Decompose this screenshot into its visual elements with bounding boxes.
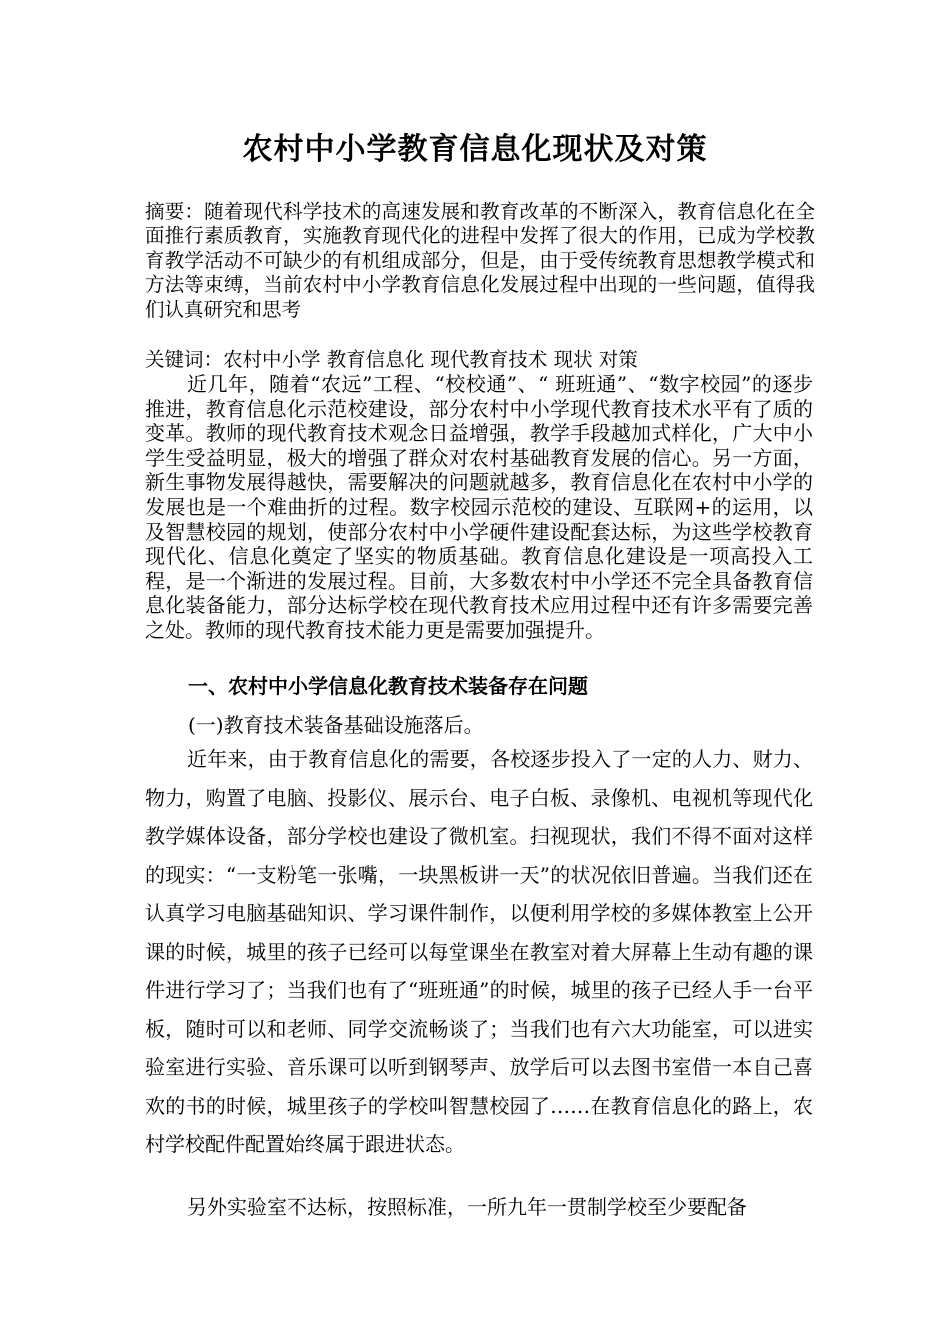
keywords-line: 关键词：农村中小学 教育信息化 现代教育技术 现状 对策 [145,348,638,371]
section-heading: 一、农村中小学信息化教育技术装备存在问题 [188,674,588,698]
document-title: 农村中小学教育信息化现状及对策 [242,132,708,167]
subsection-heading: (一)教育技术装备基础设施落后。 [188,713,484,737]
abstract-paragraph: 摘要：随着现代科学技术的高速发展和教育改革的不断深入，教育信息化在全面推行素质教育，实施教育现代化的进程中发挥了很大的作用，已成为学校教育教学活动不可缺少的有机组成部分，但是，由于受传统教育思想教学模式和方法等束缚，当前农村中小学教育信息化发展过程中出现的一些问题，值得我们认真研究和思考 [145,200,815,321]
body-paragraph: 近年来，由于教育信息化的需要，各校逐步投入了一定的人力、财力、物力，购置了电脑、投影仪、展示台、电子白板、录像机、电视机等现代化教学媒体设备，部分学校也建设了微机室。扫视现状，我们不得不面对这样的现实：“一支粉笔一张嘴，一块黑板讲一天”的状况依旧普遍。当我们还在认真学习电脑基础知识、学习课件制作，以便利用学校的多媒体教室上公开课的时候，城里的孩子已经可以每堂课坐在教室对着大屏幕上生动有趣的课件进行学习了；当我们也有了“班班通”的时候，城里的孩子已经人手一台平板，随时可以和老师、同学交流畅谈了；当我们也有六大功能室，可以进实验室进行实验、音乐课可以听到钢琴声、放学后可以去图书室借一本自己喜欢的书的时候，城里孩子的学校叫智慧校园了……在教育信息化的路上，农村学校配件配置始终属于跟进状态。 [145,747,813,1156]
intro-paragraph: 近几年，随着“农远”工程、“校校通”、“ 班班通”、“数字校园”的逐步推进，教育信息化示范校建设，部分农村中小学现代教育技术水平有了质的变革。教师的现代教育技术观念日益增强，教学手段越加式样化，广大中小学生受益明显，极大的增强了群众对农村基础教育发展的信心。另一方面，新生事物发展得越快，需要解决的问题就越多，教育信息化在农村中小学的发展也是一个难曲折的过程。数字校园示范校的建设、互联网+的运用，以及智慧校园的规划，使部分农村中小学硬件建设配套达标，为这些学校教育现代化、信息化奠定了坚实的物质基础。教育信息化建设是一项高投入工程，是一个渐进的发展过程。目前，大多数农村中小学还不完全具备教育信息化装备能力，部分达标学校在现代教育技术应用过程中还有许多需要完善之处。教师的现代教育技术能力更是需要加强提升。 [145,372,813,642]
body-paragraph: 另外实验室不达标，按照标准，一所九年一贯制学校至少要配备 [187,1195,747,1219]
